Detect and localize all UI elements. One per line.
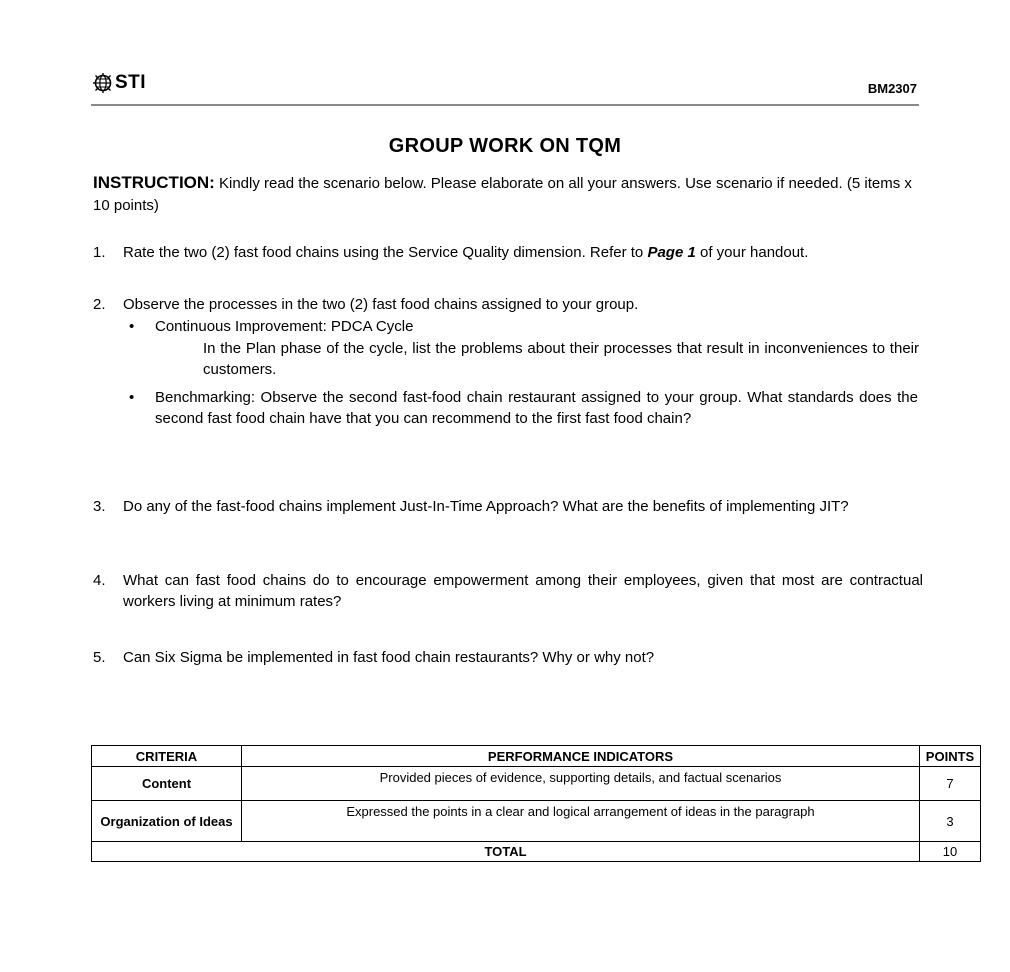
question-number: 5. [93,649,106,666]
indicator-cell: Provided pieces of evidence, supporting details, and factual scenarios [242,767,920,801]
column-header-points: POINTS [920,746,981,767]
question-number: 3. [93,498,106,515]
question-text: Do any of the fast-food chains implement Just-In-Time Approach? What are the benefits of implementing JIT? [123,498,849,515]
logo-text: STI [115,72,147,93]
bullet-text: Benchmarking: Observe the second fast-food chain restaurant assigned to your group. What standards does the second fast food chain have that you can recommend to the first fast food chain? [155,389,918,427]
question-text: Rate the two (2) fast food chains using the Service Quality dimension. Refer to Page 1 of your handout. [123,244,809,261]
table-row [92,767,981,801]
bullet-text: Continuous Improvement: PDCA Cycle [155,318,414,335]
points-cell: 3 [920,801,981,842]
total-label: TOTAL [92,842,920,862]
question-1 [93,242,923,263]
instruction-paragraph [93,172,923,217]
bullet-item [123,387,918,429]
globe-icon [93,73,113,93]
total-row [92,842,981,862]
points-cell: 7 [920,767,981,801]
emphasis-page-ref: Page 1 [647,244,696,261]
table-header-row [92,746,981,767]
bullet-item [123,316,918,337]
instruction-label: INSTRUCTION: [93,173,215,192]
criteria-cell: Organization of Ideas [92,801,242,842]
bullet-icon: • [129,389,135,406]
question-number: 4. [93,572,106,589]
question-2 [93,294,923,315]
question-text: Can Six Sigma be implemented in fast food chain restaurants? Why or why not? [123,649,655,666]
total-points: 10 [920,842,981,862]
rubric-table [91,745,981,862]
instruction-text: Kindly read the scenario below. Please elaborate on all your answers. Use scenario if needed. (5 items x 10 points) [93,175,912,214]
column-header-indicators: PERFORMANCE INDICATORS [242,746,920,767]
question-5 [93,647,923,668]
bullet-icon: • [129,318,135,335]
page-title: GROUP WORK ON TQM [388,135,622,157]
question-number: 1. [93,244,106,261]
question-4 [93,570,923,612]
table-row [92,801,981,842]
question-number: 2. [93,296,106,313]
question-text: What can fast food chains do to encourage empowerment among their employees, given that most are contractual workers living at minimum rates? [123,572,923,610]
criteria-cell: Content [92,767,242,801]
page-header [91,68,919,106]
document-code: BM2307 [867,81,917,96]
question-text: Observe the processes in the two (2) fast food chains assigned to your group. [123,296,639,313]
question-3 [93,496,923,517]
indicator-cell: Expressed the points in a clear and logical arrangement of ideas in the paragraph [242,801,920,842]
sti-logo [93,72,146,94]
column-header-criteria: CRITERIA [92,746,242,767]
bullet-sub-text: In the Plan phase of the cycle, list the problems about their processes that result in inconveniences to their customers. [203,340,919,378]
